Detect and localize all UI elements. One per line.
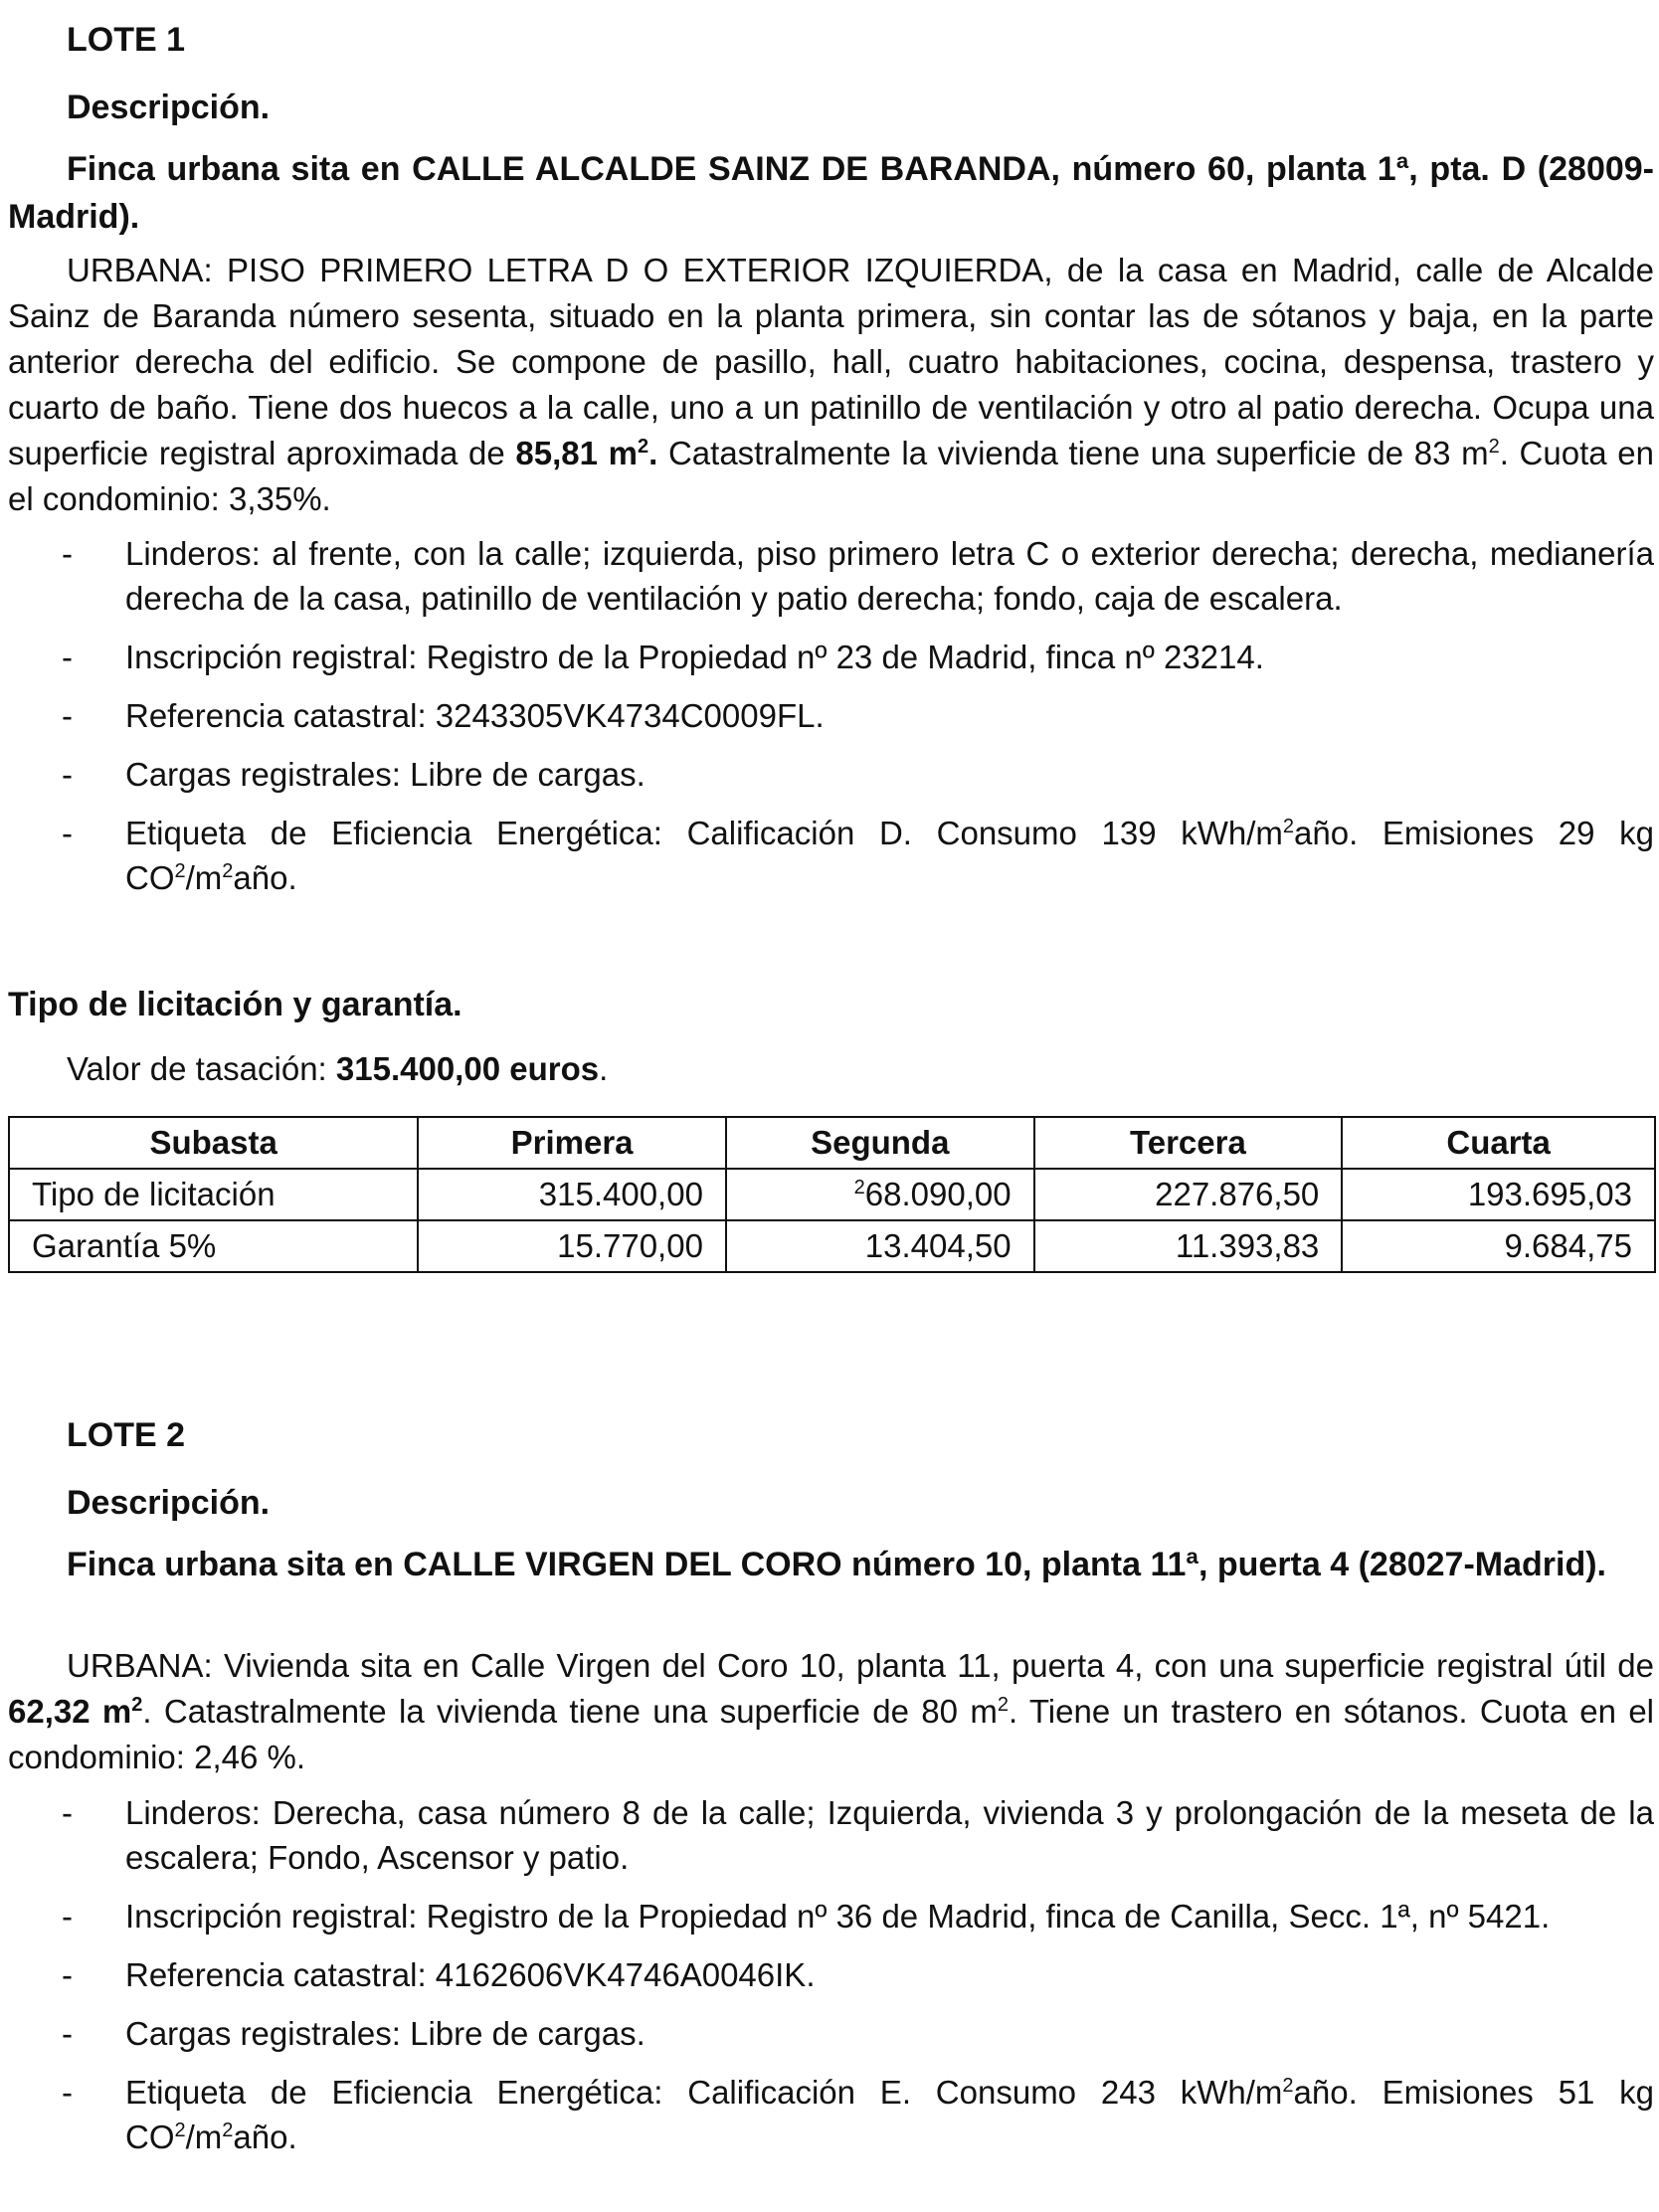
- table-row: [9, 1169, 1655, 1220]
- lote1-urbana-text-3: . Cuota en el condominio: 3,35%.: [8, 435, 1654, 517]
- table-cell: 315.400,00: [418, 1169, 726, 1220]
- lote2-inscripcion: Inscripción registral: Registro de la Propiedad nº 36 de Madrid, finca de Canilla, Secc. 1ª, nº 5421.: [125, 1898, 1551, 1935]
- tipo-licitacion-heading: Tipo de licitación y garantía.: [8, 986, 462, 1023]
- table-header-cell: Primera: [418, 1117, 726, 1169]
- lote2-finca-title: Finca urbana sita en CALLE VIRGEN DEL CORO número 10, planta 11ª, puerta 4 (28027-Madrid).: [67, 1546, 1606, 1583]
- lote1-urbana-text-1: URBANA: PISO PRIMERO LETRA D O EXTERIOR IZQUIERDA, de la casa en Madrid, calle de Alcalde Sainz de Baranda número sesenta, situado en la planta primera, sin contar las de sótanos y baja, en la parte anterior derecha del edificio. Se compone de pasillo, hall, cuatro habitaciones, cocina, despensa, trastero y cuarto de baño. Tiene dos huecos a la calle, uno a un patinillo de ventilación y otro al patio derecha. Ocupa una superficie registral aproximada de: [8, 252, 1654, 471]
- valor-label: Valor de tasación:: [67, 1050, 336, 1087]
- lote1-referencia: Referencia catastral: 3243305VK4734C0009FL.: [125, 697, 825, 734]
- lote2-title: LOTE 2: [67, 1416, 186, 1454]
- table-header-row: [9, 1117, 1655, 1169]
- lote2-linderos: Linderos: Derecha, casa número 8 de la calle; Izquierda, vivienda 3 y prolongación de la meseta de la escalera; Fondo, Ascensor y patio.: [125, 1794, 1654, 1876]
- valor-tasacion: Valor de tasación: 315.400,00 euros.: [67, 1050, 609, 1087]
- lote1-linderos: Linderos: al frente, con la calle; izquierda, piso primero letra C o exterior derecha; derecha, medianería derecha de la casa, patinillo de ventilación y patio derecha; fondo, caja de escalera.: [125, 535, 1654, 617]
- lote2-descripcion-label: Descripción.: [67, 1484, 271, 1522]
- lote1-bullet-list: [8, 531, 1654, 914]
- list-item: - Linderos: Derecha, casa número 8 de la calle; Izquierda, vivienda 3 y prolongación de la meseta de la escalera; Fondo, Ascensor y patio.: [62, 1794, 1654, 1876]
- table-header-cell: Tercera: [1034, 1117, 1343, 1169]
- lote2-urbana-bold: 62,32 m: [8, 1693, 132, 1730]
- lote2-cargas: Cargas registrales: Libre de cargas.: [125, 2015, 645, 2052]
- lote1-bold-dot: .: [648, 435, 658, 471]
- table-cell: 193.695,03: [1342, 1169, 1655, 1220]
- table-cell: 227.876,50: [1034, 1169, 1343, 1220]
- valor-amount: 315.400,00 euros: [335, 1050, 600, 1087]
- table-header-cell: Subasta: [9, 1117, 418, 1169]
- licitacion-table: [8, 1116, 1656, 1273]
- list-item: - Inscripción registral: Registro de la Propiedad nº 36 de Madrid, finca de Canilla, Secc. 1ª, nº 5421.: [62, 1898, 1551, 1935]
- lote2-etiqueta: Etiqueta de Eficiencia Energética: Calificación E. Consumo 243 kWh/$m^2año$. Emisiones 51 kg $CO^2/m^2año$.: [125, 2074, 1655, 2155]
- list-item: - Inscripción registral: Registro de la Propiedad nº 23 de Madrid, finca nº 23214.: [62, 639, 1264, 675]
- lote2-urbana-text-2: . Catastralmente la vivienda tiene una superficie de 80 m: [142, 1693, 998, 1730]
- lote1-etiqueta: Etiqueta de Eficiencia Energética: Calificación D. Consumo 139 kWh/$m^2año$. Emisiones 29 kg $CO^2/m^2año$.: [125, 815, 1655, 896]
- lote2-urbana-text-3: . Tiene un trastero en sótanos. Cuota en el condominio: 2,46 %.: [8, 1693, 1655, 1775]
- lote1-urbana-text-2: Catastralmente la vivienda tiene una superficie de 83 m: [657, 435, 1489, 471]
- table-cell: 11.393,83: [1034, 1220, 1343, 1272]
- lote1-sup-1: 2: [638, 436, 649, 458]
- lote1-sup-2: 2: [1488, 436, 1500, 458]
- lote1-cargas: Cargas registrales: Libre de cargas.: [125, 756, 645, 793]
- lote2-urbana-paragraph: URBANA: Vivienda sita en Calle Virgen del Coro 10, planta 11, puerta 4, con una superficie registral útil de 62,32 $m^2$. Catastralmente la vivienda tiene una superficie de 80 $m^2$. Tiene un trastero en sótanos. Cuota en el condominio: 2,46 %.: [8, 1647, 1655, 1775]
- lote2-referencia: Referencia catastral: 4162606VK4746A0046IK.: [125, 1956, 816, 1993]
- lote1-title: LOTE 1: [67, 21, 186, 59]
- table-cell: 15.770,00: [418, 1220, 726, 1272]
- lote1-urbana-bold: 85,81 m: [515, 435, 638, 471]
- list-item: - Etiqueta de Eficiencia Energética: Calificación E. Consumo 243 kWh/$m^2año$. Emisiones 51 kg $CO^2/m^2año$.: [62, 2074, 1655, 2155]
- list-item: - Linderos: al frente, con la calle; izquierda, piso primero letra C o exterior derecha; derecha, medianería derecha de la casa, patinillo de ventilación y patio derecha; fondo, caja de escalera.: [62, 535, 1654, 617]
- table-cell: Garantía 5%: [9, 1220, 418, 1272]
- table-cell: Tipo de licitación: [9, 1169, 418, 1220]
- table-header-cell: Cuarta: [1342, 1117, 1655, 1169]
- lote1-finca-title: Finca urbana sita en CALLE ALCALDE SAINZ DE BARANDA, número 60, planta 1ª, pta. D (28009-Madrid).: [8, 150, 1654, 236]
- lote2-bullet-list: [8, 1790, 1654, 2173]
- lote1-descripcion-label: Descripción.: [67, 89, 271, 126]
- lote2-urbana-text-1: URBANA: Vivienda sita en Calle Virgen del Coro 10, planta 11, puerta 4, con una superficie registral útil de: [67, 1647, 1654, 1684]
- table-cell: 9.684,75: [1342, 1220, 1655, 1272]
- list-item: - Etiqueta de Eficiencia Energética: Calificación D. Consumo 139 kWh/$m^2año$. Emisiones 29 kg $CO^2/m^2año$.: [62, 815, 1655, 896]
- table-header-cell: Segunda: [726, 1117, 1034, 1169]
- lote1-inscripcion: Inscripción registral: Registro de la Propiedad nº 23 de Madrid, finca nº 23214.: [125, 639, 1264, 675]
- table-row: [9, 1220, 1655, 1272]
- list-item: - Referencia catastral: 4162606VK4746A0046IK.: [62, 1956, 816, 1993]
- list-item: - Referencia catastral: 3243305VK4734C0009FL.: [62, 697, 825, 734]
- table-cell: $^2$68.090,00: [726, 1169, 1034, 1220]
- table-cell: 13.404,50: [726, 1220, 1034, 1272]
- list-item: - Cargas registrales: Libre de cargas.: [62, 756, 645, 793]
- lote1-urbana-paragraph: [8, 248, 1654, 522]
- list-item: - Cargas registrales: Libre de cargas.: [62, 2015, 645, 2052]
